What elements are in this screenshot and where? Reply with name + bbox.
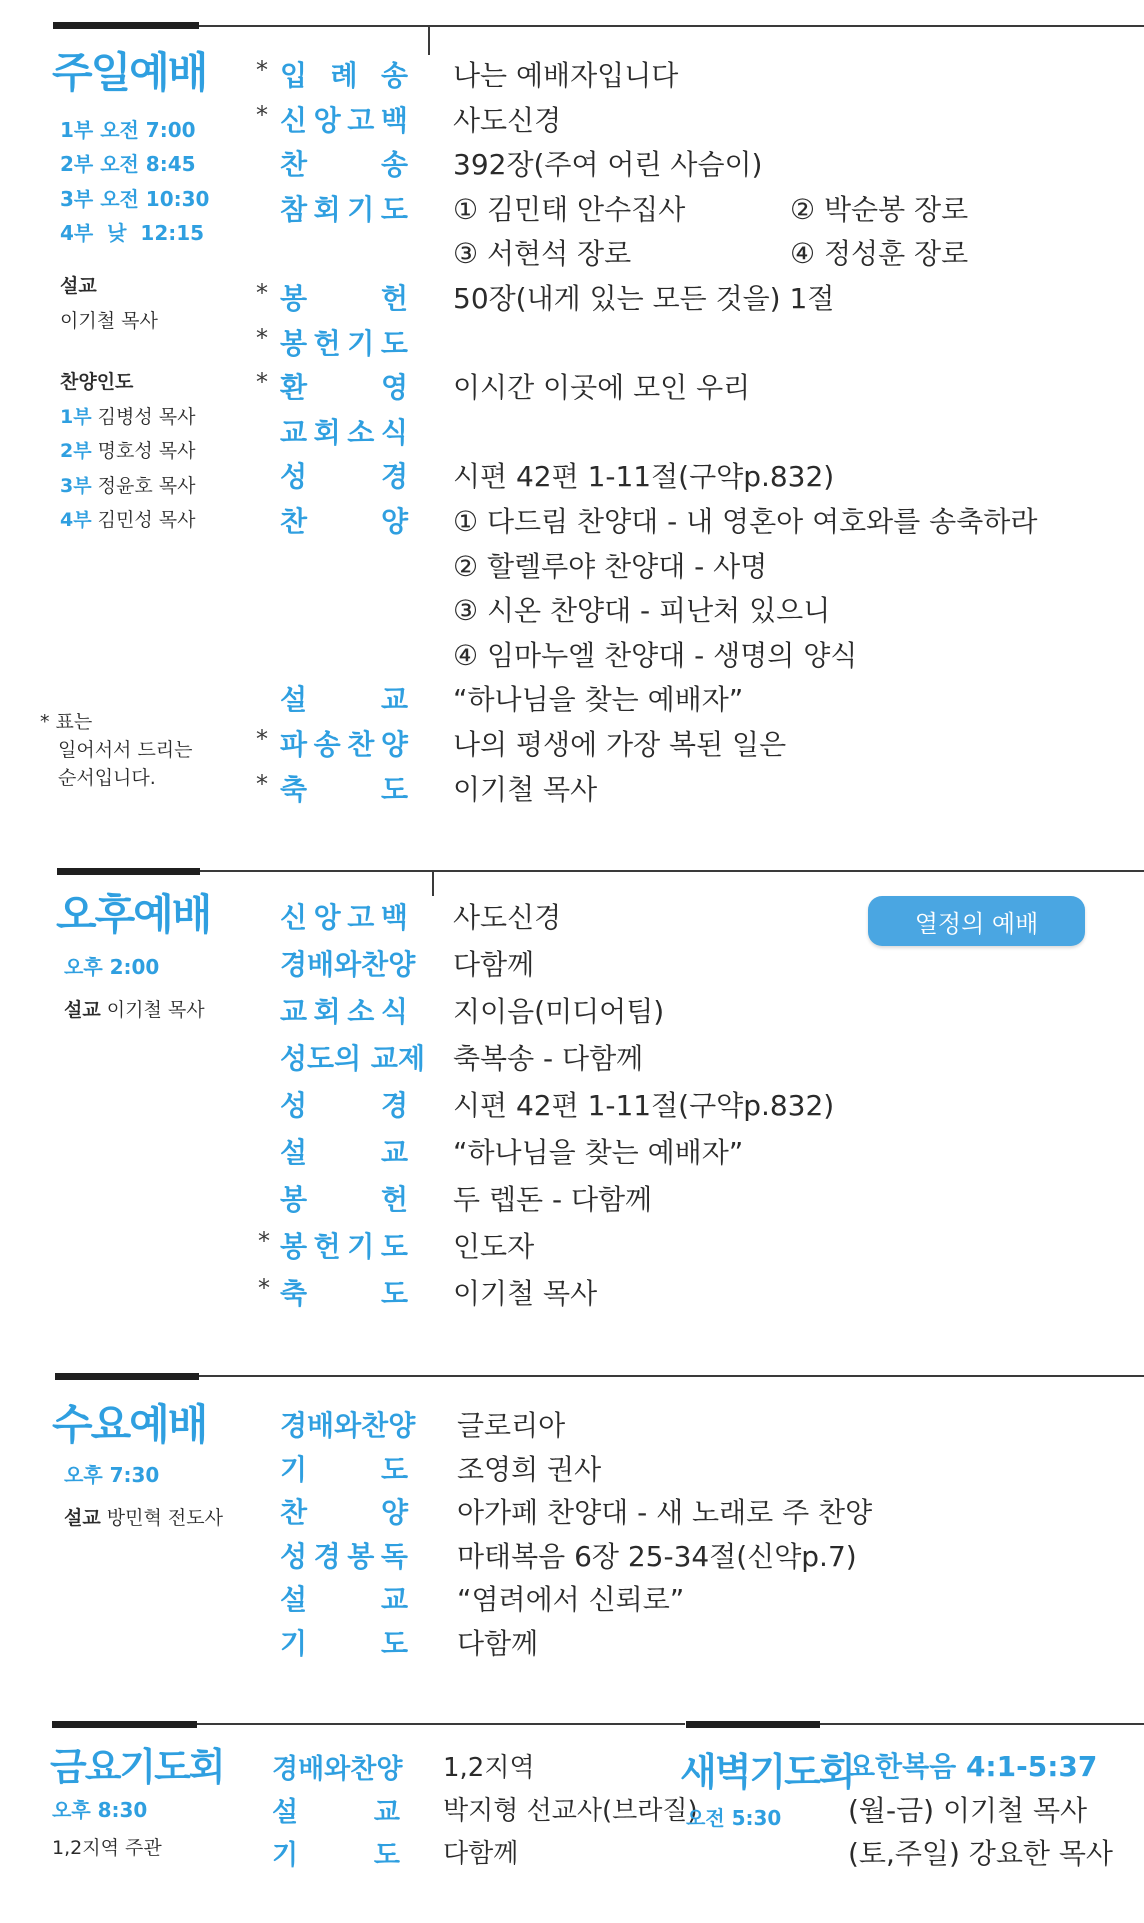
order-item-label: 경배와찬양: [280, 1409, 416, 1442]
sunday-sermon-pastor: 이기철 목사: [60, 310, 158, 332]
order-item-label: [280, 723, 408, 763]
label-char: 식: [380, 995, 408, 1028]
section-rule-thick: [686, 1721, 820, 1728]
order-item-value: 글로리아: [457, 1409, 566, 1442]
order-item-value: ④ 임마누엘 찬양대 - 생명의 양식: [453, 638, 858, 672]
order-item-label: [280, 1131, 408, 1171]
label-char: 교: [380, 1136, 408, 1169]
label-char: 회: [313, 192, 341, 226]
label-char: 설: [280, 683, 308, 717]
afternoon-title: 오후예배: [56, 890, 211, 939]
order-item-label: [280, 1178, 408, 1218]
label-char: 교: [380, 683, 408, 717]
praise-label: 찬양인도: [60, 371, 134, 393]
section-rule-thick: [52, 1721, 197, 1728]
label-char: 기: [280, 1452, 308, 1486]
label-char: 헌: [313, 326, 341, 360]
order-item-label: [280, 1535, 408, 1575]
standing-mark-icon: *: [256, 323, 268, 352]
order-item-value: 나는 예배자입니다: [453, 59, 679, 92]
order-item-label: [280, 1578, 408, 1618]
order-item-label: [272, 1833, 400, 1872]
order-item-label: 경배와찬양: [272, 1754, 403, 1785]
label-char: 신: [280, 103, 308, 137]
standing-mark-icon: *: [256, 56, 268, 84]
label-char: 설: [272, 1797, 299, 1828]
friday-title: 금요기도회: [50, 1745, 224, 1789]
label-char: 찬: [280, 505, 308, 538]
sunday-time-1: 1부 오전 7:00: [60, 118, 196, 142]
standing-mark-icon: *: [258, 1227, 270, 1255]
label-char: 도: [380, 192, 408, 226]
dawn-time: 오전 5:30: [686, 1806, 782, 1830]
label-char: 기: [347, 1230, 375, 1263]
label-char: 영: [380, 371, 408, 405]
label-char: 도: [380, 1230, 408, 1263]
order-item-value: 이시간 이곳에 모인 우리: [453, 371, 751, 405]
order-item-label: [280, 678, 408, 718]
label-char: 신: [280, 901, 308, 934]
passion-worship-badge: 열정의 예배: [868, 896, 1085, 946]
label-char: 헌: [313, 1230, 341, 1263]
dawn-weekend: (토,주일) 강요한 목사: [848, 1837, 1113, 1870]
standing-mark-icon: *: [256, 725, 268, 753]
label-char: 례: [330, 59, 358, 92]
order-item-label: 성도의 교제: [280, 1042, 425, 1075]
label-char: 찬: [347, 728, 375, 761]
order-item-label: [280, 322, 408, 362]
label-char: 도: [380, 1452, 408, 1486]
order-item-label: [280, 277, 408, 317]
label-char: 양: [380, 728, 408, 761]
label-char: 봉: [280, 326, 308, 360]
label-char: 교: [280, 995, 308, 1028]
standing-mark-icon: *: [256, 279, 268, 307]
standing-mark-icon: *: [256, 100, 268, 129]
section-rule-thick: [55, 1373, 199, 1380]
order-item-label: [280, 366, 408, 406]
section-rule: [199, 25, 1144, 27]
label-char: 봉: [347, 1539, 375, 1573]
label-char: 백: [380, 901, 408, 934]
label-char: 헌: [380, 1183, 408, 1216]
order-item-value: 마태복음 6장 25-34절(신약p.7): [457, 1539, 857, 1573]
order-item-value: “하나님을 찾는 예배자”: [453, 683, 744, 717]
order-item-value: 시편 42편 1-11절(구약p.832): [453, 1089, 835, 1122]
label-char: 경: [380, 460, 408, 494]
order-item-value: 50장(내게 있는 모든 것을) 1절: [453, 282, 835, 315]
order-item-value: 축복송 - 다함께: [453, 1042, 644, 1075]
label-char: 기: [347, 326, 375, 360]
order-item-label: 경배와찬양: [280, 948, 416, 981]
label-char: 찬: [280, 148, 308, 182]
order-item-value: 박지형 선교사(브라질): [443, 1796, 698, 1826]
label-char: 독: [380, 1539, 408, 1573]
section-rule: [199, 1375, 1144, 1377]
label-char: 기: [280, 1627, 308, 1660]
label-char: 환: [280, 371, 308, 405]
wednesday-time: 오후 7:30: [64, 1463, 160, 1487]
section-rule-thick: [57, 868, 200, 875]
label-char: 성: [280, 1089, 308, 1122]
label-char: 앙: [313, 103, 341, 137]
standing-note-2: 일어서서 드리는: [58, 739, 193, 761]
order-item-value: “하나님을 찾는 예배자”: [453, 1136, 744, 1169]
standing-note-1: * 표는: [40, 711, 93, 733]
label-char: 식: [380, 415, 408, 449]
order-item-value-secondary: ② 박순봉 장로: [790, 192, 969, 226]
order-item-label: [280, 990, 408, 1030]
order-item-label: [280, 1225, 408, 1265]
order-item-label: [280, 188, 408, 228]
friday-host: 1,2지역 주관: [52, 1837, 162, 1859]
label-char: 양: [380, 505, 408, 538]
sunday-time-2: 2부 오전 8:45: [60, 152, 196, 176]
standing-mark-icon: *: [256, 368, 268, 397]
afternoon-time: 오후 2:00: [64, 955, 160, 979]
order-item-value: ③ 시온 찬양대 - 피난처 있으니: [453, 594, 831, 628]
label-char: 입: [280, 59, 308, 92]
order-item-value: 조영희 권사: [457, 1452, 602, 1486]
order-item-value: ② 할렐루야 찬양대 - 사명: [453, 549, 768, 583]
label-char: 축: [280, 1277, 308, 1310]
section-rule: [200, 870, 1144, 872]
label-char: 도: [380, 1277, 408, 1310]
column-divider: [432, 872, 434, 896]
label-char: 교: [380, 1583, 408, 1617]
label-char: 성: [280, 460, 308, 494]
label-char: 도: [373, 1840, 400, 1871]
order-item-value: 사도신경: [453, 901, 562, 934]
order-item-label: [280, 143, 408, 183]
order-item-value: 다함께: [443, 1839, 519, 1869]
order-item-label: [280, 1084, 408, 1124]
label-char: 헌: [380, 282, 408, 315]
order-item-value: “염려에서 신뢰로”: [457, 1583, 685, 1617]
label-char: 교: [373, 1797, 400, 1828]
order-item-value: ① 김민태 안수집사: [453, 192, 686, 226]
order-item-value: 사도신경: [453, 103, 562, 137]
order-item-label: [280, 1491, 408, 1531]
standing-note-3: 순서입니다.: [58, 767, 156, 789]
label-char: 봉: [280, 282, 308, 315]
label-char: 교: [280, 415, 308, 449]
order-item-value: 지이음(미디어팀): [453, 995, 665, 1028]
order-item-label: [280, 54, 408, 94]
order-item-label: [280, 768, 408, 808]
order-item-value: 다함께: [457, 1627, 539, 1660]
column-divider: [428, 27, 430, 55]
label-char: 송: [380, 148, 408, 182]
order-item-value: 나의 평생에 가장 복된 일은: [453, 728, 787, 761]
label-char: 고: [347, 901, 375, 934]
praise-leader: 4부 김민성 목사: [60, 509, 196, 531]
order-item-value: 인도자: [453, 1230, 535, 1263]
order-item-label: [280, 411, 408, 451]
label-char: 설: [280, 1583, 308, 1617]
standing-mark-icon: *: [256, 769, 268, 798]
order-item-label: [280, 1622, 408, 1662]
order-item-label: [272, 1790, 400, 1829]
order-item-value: 이기철 목사: [453, 1277, 598, 1310]
order-item-value: 1,2지역: [443, 1753, 535, 1783]
label-char: 회: [313, 995, 341, 1028]
label-char: 기: [272, 1840, 299, 1871]
sunday-time-4: 4부 낮 12:15: [60, 221, 205, 245]
label-char: 도: [380, 1627, 408, 1660]
section-rule-thick: [53, 22, 199, 29]
label-char: 앙: [313, 901, 341, 934]
label-char: 파: [280, 728, 308, 761]
label-char: 백: [380, 103, 408, 137]
sunday-time-3: 3부 오전 10:30: [60, 187, 210, 211]
order-item-value: 아가페 찬양대 - 새 노래로 주 찬양: [457, 1496, 873, 1530]
order-item-label: [280, 500, 408, 540]
afternoon-sermon: 설교 이기철 목사: [64, 999, 205, 1021]
order-item-value: ③ 서현석 장로: [453, 237, 632, 271]
order-item-label: [280, 1272, 408, 1312]
label-char: 도: [380, 772, 408, 806]
label-char: 봉: [280, 1183, 308, 1216]
label-char: 고: [347, 103, 375, 137]
section-rule: [820, 1723, 1144, 1725]
label-char: 회: [313, 415, 341, 449]
wednesday-sermon: 설교 방민혁 전도사: [64, 1507, 223, 1529]
order-item-value: 두 렙돈 - 다함께: [453, 1183, 653, 1216]
order-item-value: 시편 42편 1-11절(구약p.832): [453, 460, 835, 494]
label-char: 양: [380, 1496, 408, 1530]
order-item-value: 이기철 목사: [453, 772, 598, 806]
label-char: 설: [280, 1136, 308, 1169]
praise-leader: 3부 정윤호 목사: [60, 475, 196, 497]
order-item-label: [280, 896, 408, 936]
label-char: 송: [313, 728, 341, 761]
label-char: 기: [347, 192, 375, 226]
praise-leader: 2부 명호성 목사: [60, 440, 196, 462]
order-item-value: 다함께: [453, 948, 535, 981]
sunday-title: 주일예배: [52, 48, 207, 97]
dawn-title: 새벽기도회: [680, 1750, 854, 1794]
label-char: 송: [380, 59, 408, 92]
order-item-label: [280, 99, 408, 139]
order-item-value: 392장(주여 어린 사슴이): [453, 148, 763, 182]
friday-time: 오후 8:30: [52, 1798, 148, 1822]
label-char: 경: [380, 1089, 408, 1122]
sunday-sermon-label: 설교: [60, 275, 97, 297]
label-char: 축: [280, 772, 308, 806]
label-char: 소: [347, 995, 375, 1028]
order-item-label: [280, 455, 408, 495]
section-rule: [197, 1723, 685, 1725]
label-char: 성: [280, 1539, 308, 1573]
order-item-label: [280, 1448, 408, 1488]
label-char: 도: [380, 326, 408, 360]
dawn-scripture: 요한복음 4:1-5:37: [848, 1750, 1098, 1783]
label-char: 봉: [280, 1230, 308, 1263]
label-char: 찬: [280, 1496, 308, 1530]
dawn-weekday: (월-금) 이기철 목사: [848, 1794, 1088, 1827]
order-item-value-secondary: ④ 정성훈 장로: [790, 237, 969, 271]
order-item-value: ① 다드림 찬양대 - 내 영혼아 여호와를 송축하라: [453, 505, 1038, 538]
standing-mark-icon: *: [258, 1274, 270, 1302]
label-char: 경: [313, 1539, 341, 1573]
label-char: 참: [280, 192, 308, 226]
label-char: 소: [347, 415, 375, 449]
wednesday-title: 수요예배: [52, 1400, 207, 1449]
praise-leader: 1부 김병성 목사: [60, 406, 196, 428]
